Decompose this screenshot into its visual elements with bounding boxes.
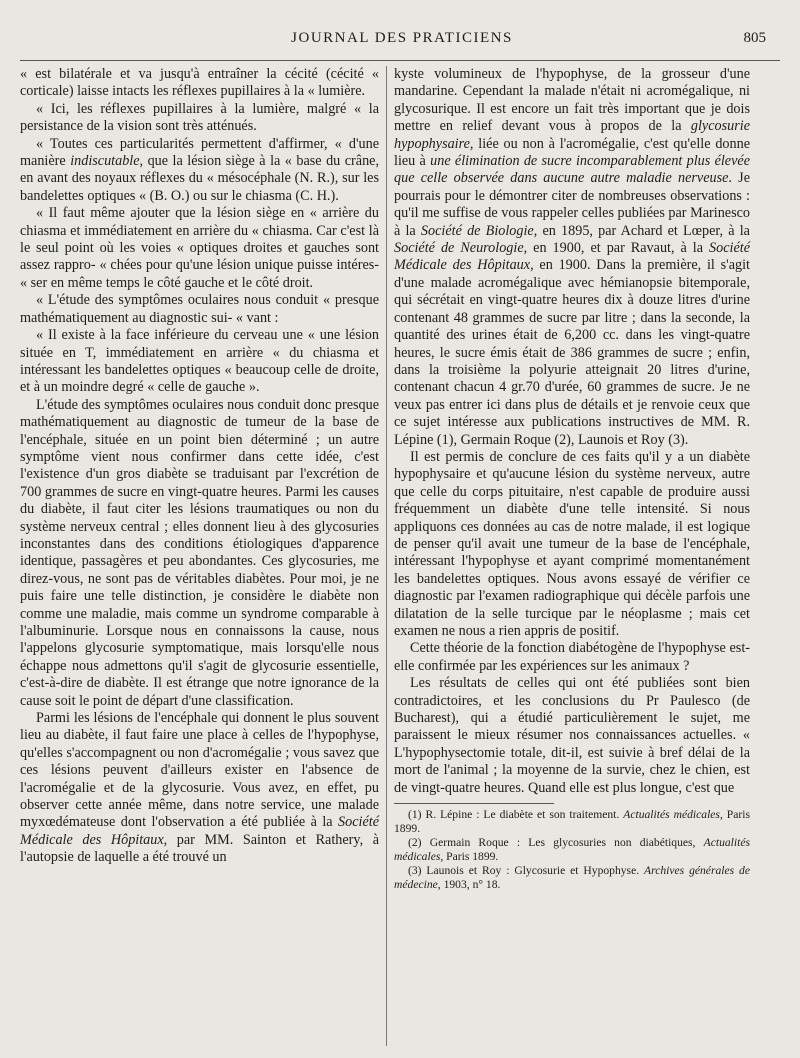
footnote-1-text-a: (1) R. Lépine : Le diabète et son traitement. [408, 808, 624, 822]
right-1-emphasis-2: une élimination de sucre incomparablement plus élevée que celle observée dans aucune autre maladie nerveuse [394, 153, 750, 187]
footnotes [394, 808, 750, 892]
right-1-text-d: , en 1895, par Achard et Lœper, à la [533, 222, 750, 239]
footnote-2-text-b: , Paris 1899. [440, 850, 499, 864]
footnote-2 [394, 836, 750, 864]
footnote-3 [394, 864, 750, 892]
right-1-emphasis-5: Société Médicale des Hôpitaux [394, 240, 750, 274]
footnote-3-text-a: (3) Launois et Roy : Glycosurie et Hypophyse. [408, 864, 645, 878]
right-1-text-f: , en 1900. Dans la première, il s'agit d'une malade acromégalique avec hémianopsie bitemporale, qui sécrétait en vingt-quatre heures dix à douze litres d'urine contenant 48 grammes de sucre par litre ; dans la seconde, la quantité des urines était de 6,200 cc. dans les vingt-quatre heures, le sucre émis était de 386 grammes de sucre ; enfin, dans la troisième la polyurie atteignait 20 litres d'urine, contenant chacun 4 gr.70 d'urée, 60 grammes de sucre. Je ne veux pas entrer ici dans plus de détails et je renvoie ceux que ce sujet intéresse aux publications instructives de MM. R. Lépine (1), Germain Roque (2), Launois et Roy (3). [394, 257, 750, 448]
footnote-3-text-b: , 1903, n° 18. [437, 878, 501, 892]
quote-3-text-b: , que la lésion siège à la « base du crâne, en avant des noyaux réflexes du « mésocéphale (N. R.), sur les bandelettes optiques « (B. O.) ou sur le chiasma (C. H.). [20, 153, 380, 204]
quote-paragraph-5: « L'étude des symptômes oculaires nous conduit « presque mathématiquement au diagnostic sui- « vant : [20, 292, 379, 326]
right-paragraph-4: Les résultats de celles qui ont été publiées sont bien contradictoires, et les conclusions du Pr Paulesco (de Bucharest), qui a étudié particulièrement le sujet, me paraissent le mieux résumer nos connaissances actuelles. « L'hypophysectomie totale, dit-il, est suivie à bref délai de la mort de l'animal ; la moyenne de la survie, chez le chien, est de vingt-quatre heures. Quand elle est plus longue, c'est que [394, 675, 750, 796]
quote-paragraph-4: « Il faut même ajouter que la lésion siège en « arrière du chiasma et immédiatement en arrière du « chiasma. Car c'est là le seul point où les voies « optiques droites et gauches sont assez rappro- « chées pour qu'une lésion unique puisse intéres- « ser en même temps le côté gauche et le côté droit. [20, 205, 379, 291]
journal-title: JOURNAL DES PRATICIENS [291, 30, 513, 46]
quote-paragraph-2: « Ici, les réflexes pupillaires à la lumière, malgré « la persistance de la vision sont très atténués. [20, 100, 379, 135]
footnote-2-emphasis: Actualités médicales [394, 836, 750, 864]
body-2-text-a: Parmi les lésions de l'encéphale qui donnent le plus souvent lieu au diabète, il faut faire une place à celles de l'hypophyse, qu'elles s'accompagnent ou non d'acromégalie ; vous savez que ces lésions peuvent d'ailleurs exister en l'absence de l'acromégalie et de la glycosurie. Vous avez, en effet, pu observer cette année même, dans notre service, une malade myxœdémateuse dont l'observation a été publiée à la [20, 710, 379, 831]
right-1-text-c: . Je pourrais pour le démontrer citer de nombreuses observations : qu'il me suffise de vous rappeler celles publiées par Marinesco à la [394, 170, 750, 239]
right-paragraph-3: Cette théorie de la fonction diabétogène de l'hypophyse est-elle confirmée par les expériences sur les animaux ? [394, 640, 750, 674]
right-1-emphasis-1: glycosurie hypophysaire [394, 118, 750, 152]
right-paragraph-2: Il est permis de conclure de ces faits qu'il y a un diabète hypophysaire et qu'aucune lésion du système nerveux, autre que celle du corps pituitaire, n'est capable de produire aussi fréquemment un diabète d'une telle intensité. Si nous appliquons ces données au cas de notre malade, il est logique de penser qu'il avait une tumeur de la base de l'encéphale, intéressant l'hypophyse et ayant comprimé momentanément les bandelettes optiques. Nous avons essayé de vérifier ce diagnostic par l'examen radiographique qui décèle parfois une dilatation de la selle turcique par le néoplasme ; mais cet examen ne nous a rien appris de positif. [394, 448, 750, 639]
column-divider [386, 66, 387, 1046]
left-column [20, 66, 379, 867]
header-rule [20, 60, 780, 61]
right-1-text-e: , en 1900, et par Ravaut, à la [523, 240, 710, 257]
quote-paragraph-1: « est bilatérale et va jusqu'à entraîner la cécité (cécité « corticale) laisse intacts les réflexes pupillaires à la « lumière. [20, 66, 379, 100]
quote-paragraph-6: « Il existe à la face inférieure du cerveau une « une lésion située en T, immédiatement en arrière « du chiasma et intéressant les bandelettes optiques « beaucoup celle de droite, et à un moindre degré « celle de gauche ». [20, 327, 379, 396]
page-header [20, 30, 784, 52]
right-1-text-b: , liée ou non à l'acromégalie, c'est qu'elle donne lieu à [394, 135, 750, 170]
footnote-1-text-b: , Paris 1899. [394, 808, 750, 836]
body-2-emphasis: Société Médicale des Hôpitaux [20, 814, 379, 848]
quote-paragraph-3 [20, 136, 379, 206]
quote-3-emphasis: indiscutable [70, 153, 140, 170]
footnote-rule [394, 803, 554, 804]
page-number: 805 [743, 30, 766, 46]
body-2-text-b: , par MM. Sainton et Rathery, à l'autopsie de laquelle a été trouvé un [20, 831, 379, 866]
footnote-2-text-a: (2) Germain Roque : Les glycosuries non diabétiques, [408, 836, 704, 850]
right-paragraph-1 [394, 66, 750, 449]
right-1-emphasis-3: Société de Biologie [420, 222, 534, 239]
footnote-1 [394, 808, 750, 836]
body-paragraph-1: L'étude des symptômes oculaires nous conduit donc presque mathématiquement au diagnostic de tumeur de la base de l'encéphale, située en un point bien déterminé ; un autre symptôme vient nous confirmer dans cette idée, c'est l'existence d'un gros diabète se traduisant par l'excrétion de 700 grammes de sucre en vingt-quatre heures. Parmi les causes du diabète, il faut citer les lésions traumatiques ou non du système nerveux central ; elles donnent lieu à des glycosuries inconstantes dans des conditions étiologiques d'apparence identique, passagères et peu abondantes. Ces glycosuries, me direz-vous, ne sont pas de véritables diabètes. Pour moi, je ne puis faire une telle distinction, je considère le diabète non comme une maladie, mais comme un syndrome comparable à l'albuminurie. Lorsque nous en connaissons la cause, nous l'appelons glycosurie symptomatique, mais lorsqu'elle nous échappe nous admettons qu'il s'agit de glycosurie essentielle, c'est-à-dire de diabète. Il est étrange que notre ignorance de la cause soit le point de départ d'une classification. [20, 396, 379, 709]
quote-3-text-a: « Toutes ces particularités permettent d'affirmer, « d'une manière [20, 135, 379, 170]
footnote-1-emphasis: Actualités médicales [623, 808, 720, 822]
right-1-emphasis-4: Société de Neurologie [394, 240, 524, 257]
body-paragraph-2 [20, 710, 379, 867]
right-column [394, 66, 750, 892]
footnote-3-emphasis: Archives générales de médecine [394, 864, 750, 892]
right-1-text-a: kyste volumineux de l'hypophyse, de la grosseur d'une mandarine. Cependant la malade n'était ni acromégalique, ni glycosurique. Il est encore un fait très important que je dois mettre en relief devant vous à propos de la [394, 66, 750, 135]
